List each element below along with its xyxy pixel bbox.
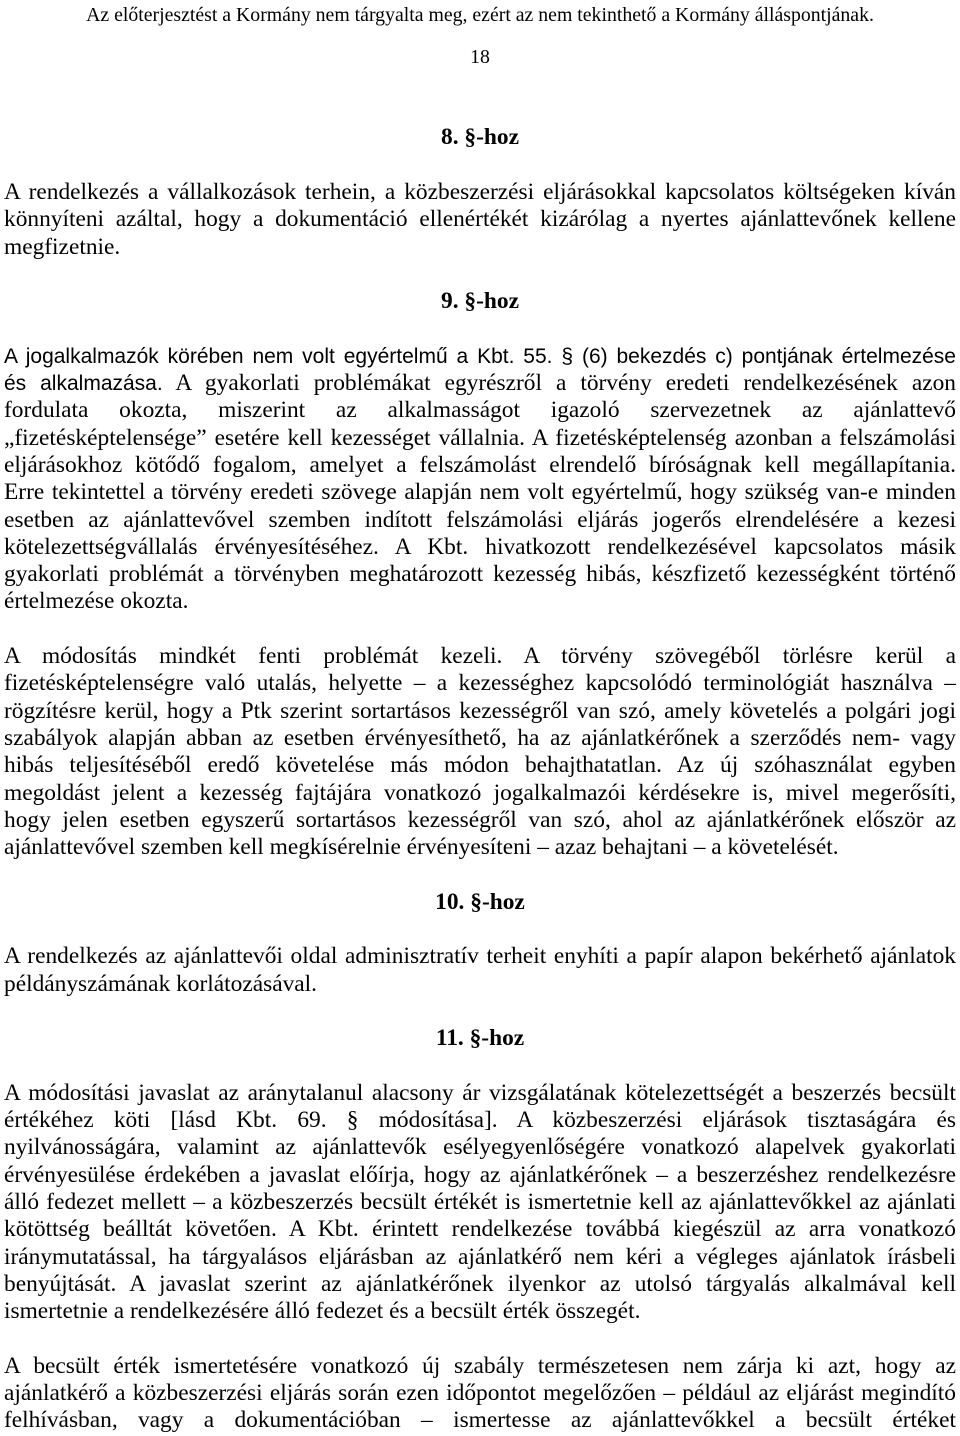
section-heading: 11. §-hoz [435,1025,525,1052]
text-line: fizetésképtelenségre való utalás, helyette – a kezességhez kapcsolódó terminológiát használva – [4,670,956,697]
text-line: kötelezettségvállalás érvényesítéséhez. A Kbt. hivatkozott rendelkezésével kapcsolatos másik [4,533,956,560]
text-line: ismertetnie a rendelkezésére álló fedezet és a becsült érték összegét. [4,1298,641,1325]
page-header-notice: Az előterjesztést a Kormány nem tárgyalta meg, ezért az nem tekinthető a Kormány álláspontjának. [86,4,874,26]
text-line: hogy jelen esetben egyszerű sortartásos kezességről van szó, ahol az ajánlatkérőnek először az [4,806,956,833]
text-line: nyilvánosságára, valamint az ajánlattevők esélyegyenlőségére vonatkozó alapelvek gyakorlati [4,1134,956,1161]
text-line: A rendelkezés a vállalkozások terhein, a közbeszerzési eljárásokkal kapcsolatos költségeken kíván [4,178,956,205]
paragraph [4,1080,956,1326]
text-run: A gyakorlati problémákat egyrészről a törvény eredeti rendelkezésének azon [162,370,956,397]
section-10 [4,889,956,998]
text-line: Erre tekintettel a törvény eredeti szövege alapján nem volt egyértelmű, hogy szükség van-e minden [4,479,956,506]
text-line: megfizetnie. [4,233,121,260]
text-line: iránymutatással, ha tárgyalásos eljárásban az ajánlatkérő nem kéri a végleges ajánlatok írásbeli [4,1243,956,1270]
text-line: kötöttség beálltát követően. A Kbt. érintett rendelkezése továbbá kiegészül az arra vonatkozó [4,1216,956,1243]
text-line: felhívásban, vagy a dokumentációban – ismertesse az ajánlattevőkkel a becsült értéket [4,1407,956,1434]
text-line [4,370,956,397]
text-line: könnyíteni azáltal, hogy a dokumentáció ellenértékét kizárólag a nyertes ajánlattevőnek kellene [4,206,956,233]
text-line: szabályok alapján abban az esetben érvényesíthető, ha az ajánlatkérőnek a szerződés nem- vagy [4,724,956,751]
section-9 [4,288,956,861]
text-line: fordulata okozta, miszerint az alkalmasságot igazoló szervezetnek az ajánlattevő [4,397,956,424]
text-line: rögzítésre kerül, hogy a Ptk szerint sortartásos kezességről van szó, amely követelés a polgári jogi [4,697,956,724]
paragraph [4,343,956,616]
text-line: benyújtását. A javaslat szerint az ajánlatkérőnek ilyenkor az utolsó tárgyalás alkalmával kell [4,1270,956,1297]
paragraph [4,943,956,998]
text-line: „fizetésképtelensége” esetére kell kezességet vállalnia. A fizetésképtelenség azonban a felszámolási [4,424,956,451]
text-line: A módosítási javaslat az aránytalanul alacsony ár vizsgálatának kötelezettségét a beszerzés becsült [4,1079,956,1106]
section-heading: 9. §-hoz [441,288,519,315]
text-line: hibás teljesítéséből eredő követelése más módon behajthatatlan. Az új szóhasználat egyben [4,752,956,779]
text-line: A rendelkezés az ajánlattevői oldal adminisztratív terheit enyhíti a papír alapon bekérhető ajánlatok [4,943,956,970]
text-line: érvényesülése érdekében a javaslat előírja, hogy az ajánlatkérőnek – a beszerzéshez rendelkezésre [4,1161,956,1188]
paragraph [4,179,956,261]
text-line: ajánlatkérő a közbeszerzési eljárás során ezen időpontot megelőzően – például az eljárást megindító [4,1380,956,1407]
text-line: példányszámának korlátozásával. [4,970,318,997]
section-heading: 8. §-hoz [441,124,519,151]
text-line: értelmezése okozta. [4,588,189,615]
document-body [4,124,956,1434]
text-line: A módosítás mindkét fenti problémát kezeli. A törvény szövegéből törlésre kerül a [4,643,956,670]
text-line: értékéhez köti [lásd Kbt. 69. § módosítása]. A közbeszerzési eljárások tisztaságára és [4,1107,956,1134]
section-8 [4,124,956,260]
text-line: ajánlattevővel szemben kell megkísérelnie érvényesíteni – azaz behajtani – a követelését. [4,834,839,861]
section-11 [4,1025,956,1434]
paragraph [4,1353,956,1435]
text-line: esetben az ajánlattevővel szemben indított felszámolási eljárás jogerős elrendelésére a kezesi [4,506,956,533]
text-line: megoldást jelent a kezesség fajtájára vonatkozó jogalkalmazói kérdésekre is, mivel megerősíti, [4,779,956,806]
text-line: gyakorlati problémát a törvényben meghatározott kezesség hibás, készfizető kezességként történő [4,561,956,588]
section-heading: 10. §-hoz [435,888,525,915]
text-line [4,343,956,370]
paragraph [4,643,956,861]
text-run: és alkalmazása. [4,372,163,396]
text-line: A becsült érték ismertetésére vonatkozó új szabály természetesen nem zárja ki azt, hogy az [4,1352,956,1379]
text-line: álló fedezet mellett – a közbeszerzés becsült értékét is ismertetnie kell az ajánlattevőkkel az ajánlati [4,1188,956,1215]
page-number: 18 [470,46,490,68]
text-line: eljárásokhoz kötődő fogalom, amelyet a felszámolást elrendelő bíróságnak kell megállapítania. [4,451,956,478]
text-run: A jogalkalmazók körében nem volt egyértelmű a Kbt. 55. § (6) bekezdés c) pontjának értelmezése [4,344,956,368]
